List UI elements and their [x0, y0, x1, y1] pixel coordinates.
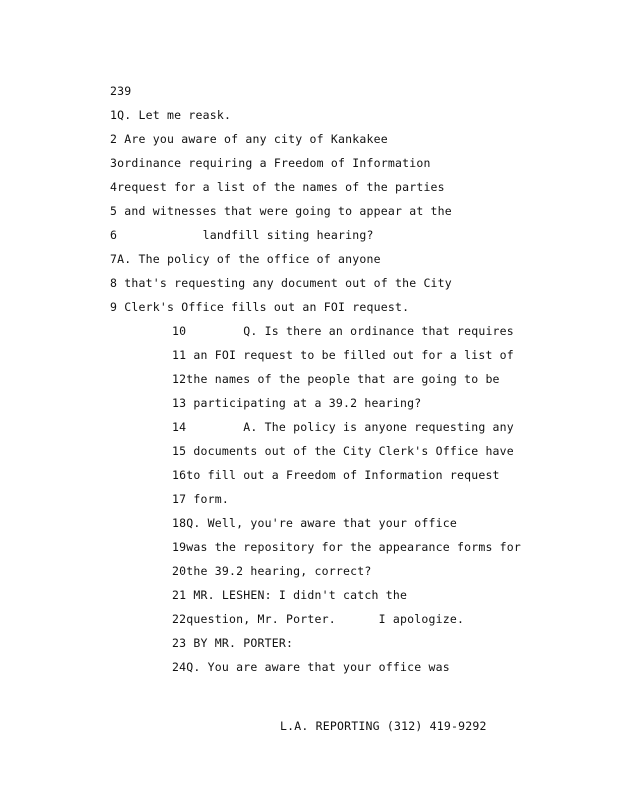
transcript-line-14: 14 A. The policy is anyone requesting any: [172, 420, 514, 434]
transcript-line-4: 4request for a list of the names of the parties: [110, 180, 445, 194]
transcript-line-12: 12the names of the people that are going to be: [172, 372, 500, 386]
transcript-line-13: 13 participating at a 39.2 hearing?: [172, 396, 422, 410]
transcript-line-9: 9 Clerk's Office fills out an FOI request.: [110, 300, 410, 314]
reporter-footer: L.A. REPORTING (312) 419-9292: [280, 719, 487, 733]
transcript-line-2: 2 Are you aware of any city of Kankakee: [110, 132, 388, 146]
transcript-line-19: 19was the repository for the appearance forms for: [172, 540, 522, 554]
transcript-line-21: 21 MR. LESHEN: I didn't catch the: [172, 588, 408, 602]
transcript-line-11: 11 an FOI request to be filled out for a list of: [172, 348, 514, 362]
transcript-line-22: 22question, Mr. Porter. I apologize.: [172, 612, 465, 626]
transcript-line-8: 8 that's requesting any document out of the City: [110, 276, 452, 290]
transcript-line-15: 15 documents out of the City Clerk's Office have: [172, 444, 514, 458]
transcript-line-17: 17 form.: [172, 492, 229, 506]
transcript-line-6: 6 landfill siting hearing?: [110, 228, 374, 242]
transcript-line-24: 24Q. You are aware that your office was: [172, 660, 450, 674]
transcript-line-1: 1Q. Let me reask.: [110, 108, 232, 122]
page-number: 239: [110, 84, 132, 98]
transcript-line-18: 18Q. Well, you're aware that your office: [172, 516, 457, 530]
transcript-line-7: 7A. The policy of the office of anyone: [110, 252, 381, 266]
transcript-line-3: 3ordinance requiring a Freedom of Information: [110, 156, 431, 170]
transcript-line-10: 10 Q. Is there an ordinance that requires: [172, 324, 514, 338]
transcript-line-23: 23 BY MR. PORTER:: [172, 636, 294, 650]
transcript-line-20: 20the 39.2 hearing, correct?: [172, 564, 372, 578]
transcript-line-16: 16to fill out a Freedom of Information request: [172, 468, 500, 482]
transcript-line-5: 5 and witnesses that were going to appear at the: [110, 204, 452, 218]
